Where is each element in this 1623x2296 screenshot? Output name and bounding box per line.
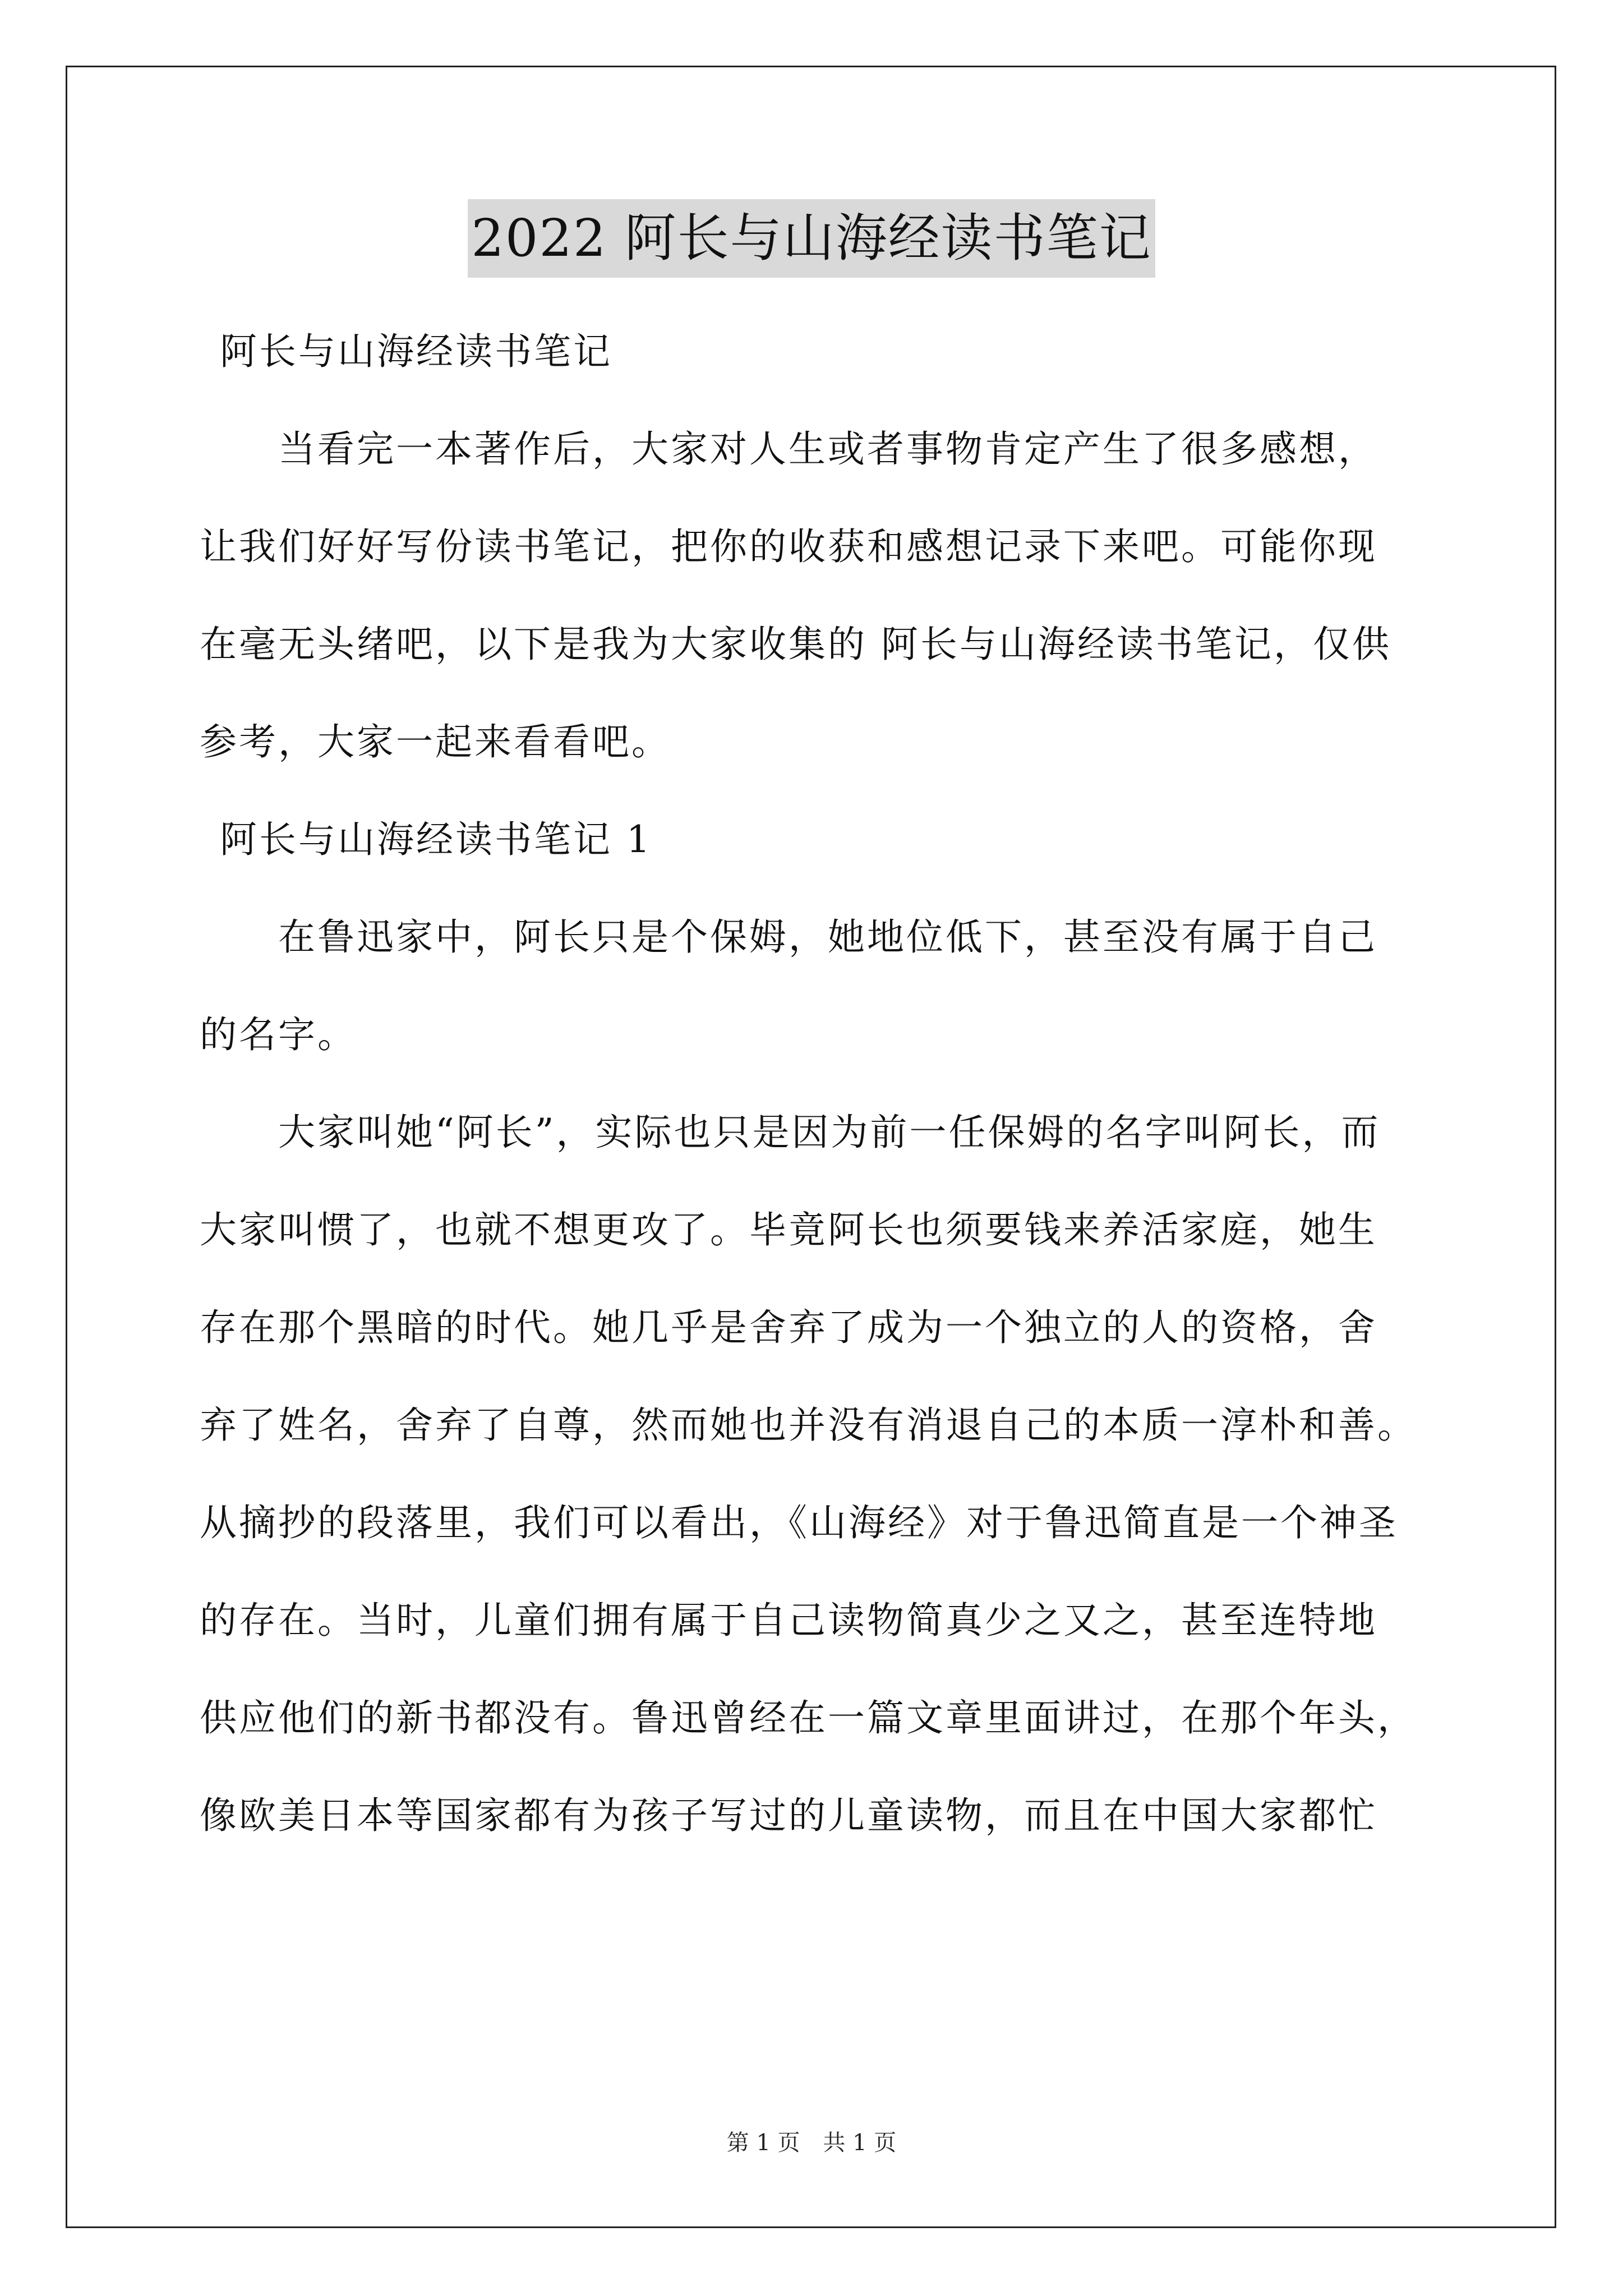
paragraph-line: 在鲁迅家中，阿长只是个保姆，她地位低下，甚至没有属于自己 (278, 915, 1377, 959)
paragraph-line: 的名字。 (200, 1013, 357, 1056)
page-footer (0, 2125, 1623, 2157)
paragraph-line: 大家叫她“阿长”，实际也只是因为前一任保姆的名字叫阿长，而 (278, 1111, 1381, 1154)
page-total: 共 1 页 (823, 2130, 897, 2156)
document-body (200, 303, 1428, 1865)
subheading-line: 阿长与山海经读书笔记 (220, 330, 612, 373)
paragraph-line: 参考，大家一起来看看吧。 (200, 720, 671, 763)
paragraph-line: 从摘抄的段落里，我们可以看出，《山海经》对于鲁迅简直是一个神圣 (200, 1501, 1398, 1544)
paragraph-line: 大家叫惯了，也就不想更攻了。毕竟阿长也须要钱来养活家庭，她生 (200, 1208, 1377, 1251)
page-number: 第 1 页 (726, 2130, 800, 2156)
document-title: 2022 阿长与山海经读书笔记 (468, 199, 1155, 278)
subheading-line: 阿长与山海经读书笔记 1 (220, 818, 652, 861)
paragraph-line: 供应他们的新书都没有。鲁迅曾经在一篇文章里面讲过，在那个年头， (200, 1696, 1417, 1740)
paragraph-line: 弃了姓名，舍弃了自尊，然而她也并没有消退自己的本质一淳朴和善。 (200, 1404, 1417, 1447)
paragraph-line: 存在那个黑暗的时代。她几乎是舍弃了成为一个独立的人的资格，舍 (200, 1306, 1377, 1349)
paragraph-line: 当看完一本著作后，大家对人生或者事物肯定产生了很多感想， (278, 427, 1377, 471)
paragraph-line: 让我们好好写份读书笔记，把你的收获和感想记录下来吧。可能你现 (200, 525, 1377, 568)
paragraph-line: 像欧美日本等国家都有为孩子写过的儿童读物，而且在中国大家都忙 (200, 1794, 1377, 1837)
paragraph-line: 的存在。当时，儿童们拥有属于自己读物简真少之又之，甚至连特地 (200, 1599, 1377, 1642)
title-wrap (0, 199, 1623, 278)
paragraph-line: 在毫无头绪吧，以下是我为大家收集的 阿长与山海经读书笔记，仅供 (200, 623, 1391, 666)
